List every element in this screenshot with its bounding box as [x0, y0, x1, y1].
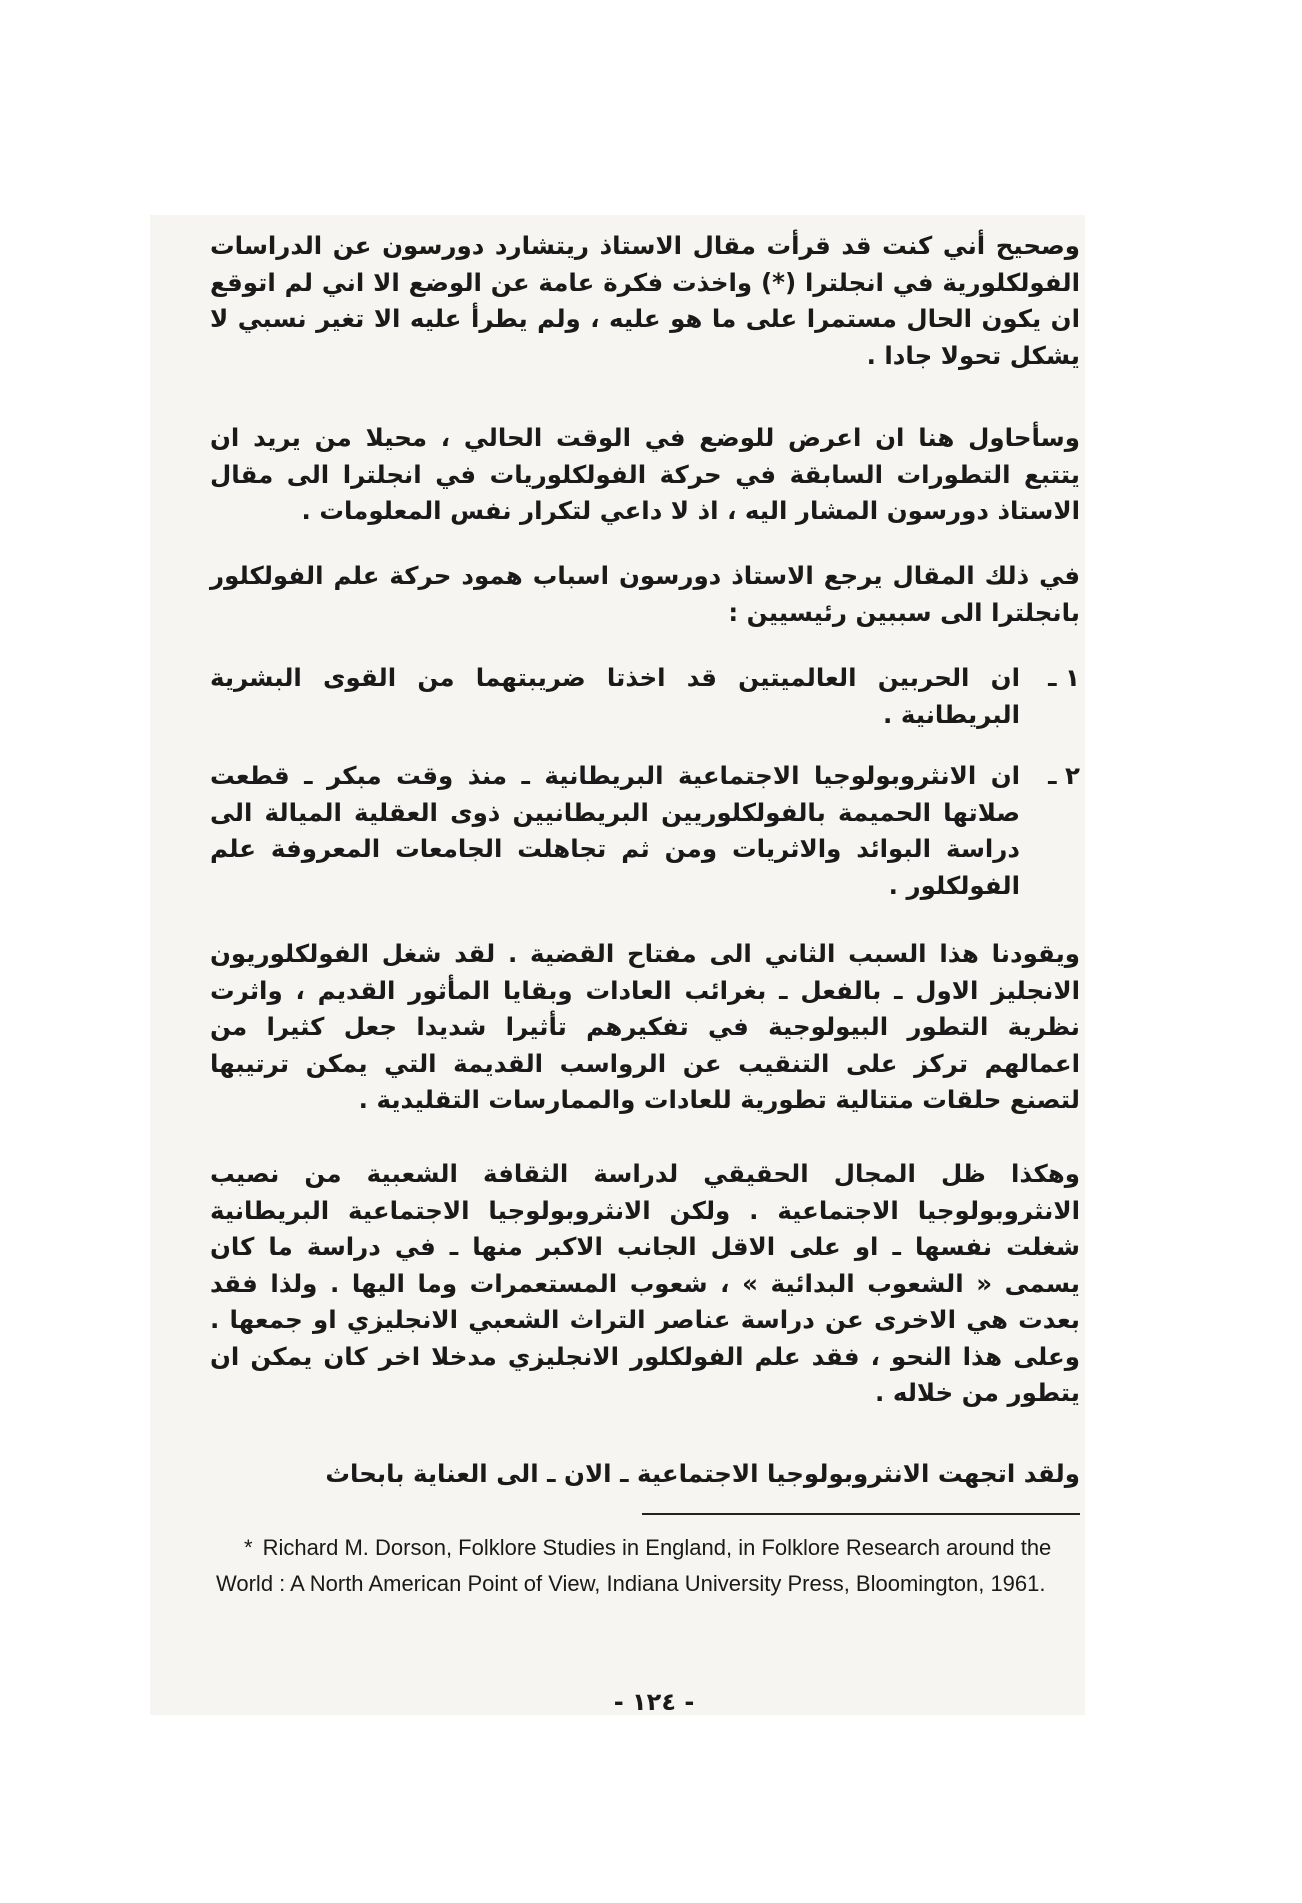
list-item-text: ان الحربين العالميتين قد اخذتا ضريبتهما من القوى البشرية البريطانية . [210, 663, 1020, 729]
list-item-text: ان الانثروبولوجيا الاجتماعية البريطانية ـ منذ وقت مبكر ـ قطعت صلاتها الحميمة بالفولكلوريين البريطانيين ذوى العقلية الميالة الى دراسة البوائد والاثريات ومن ثم تجاهلت الجامعات المعروفة علم الفولكلور . [210, 761, 1020, 900]
paragraph-dorson-article: وصحيح أني كنت قد قرأت مقال الاستاذ ريتشارد دورسون عن الدراسات الفولكلورية في انجلترا (*) واخذت فكرة عامة عن الوضع الا اني لم اتوقع ان يكون الحال مستمرا على ما هو عليه ، ولم يطرأ عليه الا تغير نسبي لا يشكل تحولا جادا . [210, 231, 1080, 370]
footnote-marker: * [244, 1535, 253, 1560]
paragraph-two-reasons-intro: في ذلك المقال يرجع الاستاذ دورسون اسباب همود حركة علم الفولكلور بانجلترا الى سببين رئيسيين : [210, 561, 1080, 627]
page-number: - ١٢٤ - [613, 1688, 695, 1716]
list-item-number: ٢ ـ [1048, 761, 1080, 790]
footnote-divider [642, 1513, 1080, 1515]
list-item [210, 758, 1080, 904]
footnote-text: Richard M. Dorson, Folklore Studies in England, in Folklore Research around the World : A North American Point of View, Indiana University Press, Bloomington, 1961. [216, 1535, 1052, 1596]
list-item-number: ١ ـ [1048, 663, 1080, 692]
paragraph-current-situation: وسأحاول هنا ان اعرض للوضع في الوقت الحالي ، محيلا من يريد ان يتتبع التطورات السابقة في حركة الفولكلوريات في انجلترا الى مقال الاستاذ دورسون المشار اليه ، اذ لا داعي لتكرار نفس المعلومات . [210, 423, 1080, 525]
paragraph-second-reason: ويقودنا هذا السبب الثاني الى مفتاح القضية . لقد شغل الفولكلوريون الانجليز الاول ـ بالفعل ـ بغرائب العادات وبقايا المأثور القديم ، واثرت نظرية التطور البيولوجية في تفكيرهم تأثيرا شديدا جعل كثيرا من اعمالهم تركز على التنقيب عن الرواسب القديمة التي يمكن ترتيبها لتصنع حلقات متتالية تطورية للعادات والممارسات التقليدية . [210, 939, 1080, 1114]
footnote [216, 1530, 1086, 1602]
paragraph-continuation: ولقد اتجهت الانثروبولوجيا الاجتماعية ـ الان ـ الى العناية بابحاث [325, 1459, 1080, 1488]
paragraph-social-anthropology: وهكذا ظل المجال الحقيقي لدراسة الثقافة الشعبية من نصيب الانثروبولوجيا الاجتماعية . ولكن الانثروبولوجيا الاجتماعية البريطانية شغلت نفسها ـ او على الاقل الجانب الاكبر منها ـ في دراسة ما كان يسمى « الشعوب البدائية » ، شعوب المستعمرات وما اليها . ولذا فقد بعدت هي الاخرى عن دراسة عناصر التراث الشعبي الانجليزي او جمعها . وعلى هذا النحو ، فقد علم الفولكلور الانجليزي مدخلا اخر كان يمكن ان يتطور من خلاله . [210, 1159, 1080, 1407]
list-item [210, 660, 1080, 733]
